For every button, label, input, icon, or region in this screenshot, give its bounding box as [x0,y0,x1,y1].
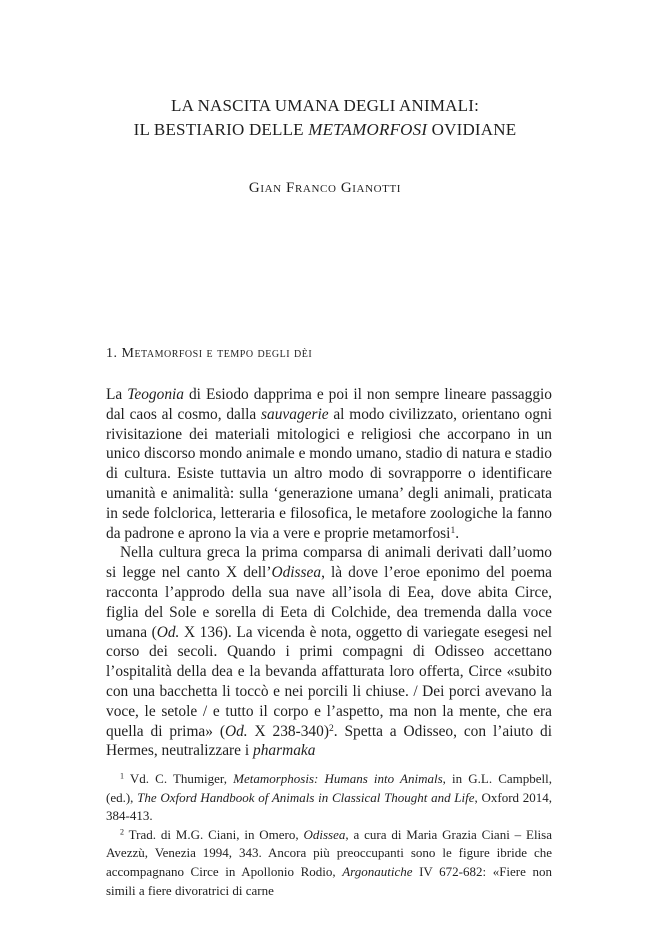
section-number: 1. [106,346,118,361]
italic-work-title: Argonautiche [342,863,413,879]
paragraph-1 [106,385,552,543]
footnote-1 [106,770,552,826]
italic-work-title: Odissea [271,564,322,582]
footnote-ref-2[interactable]: 2 [328,722,334,734]
body-text [106,385,552,761]
text-span: , Oxford 2014, 384-413. [106,789,552,824]
chapter-title-line-1: LA NASCITA UMANA DEGLI ANIMALI: [171,96,479,115]
chapter-title-line-2-end: OVIDIANE [427,120,517,139]
chapter-title [0,94,650,142]
text-span: , là dove l’eroe eponimo del poema racconta l’approdo della sua nave all’isola di Eea, dove abita Circe, figlia del Sole e sorella di Eeta di Colchide, dea tremenda dalla voce umana ( [106,564,552,641]
text-span: X 136). La vicenda è nota, oggetto di variegate esegesi nel corso dei secoli. Quando i primi compagni di Odisseo accettano l’ospitalità della dea e la bevanda affatturata loro offerta, Circe «subito con una bacchetta li toccò e nei porcili li chiuse. / Dei porci avevano la voce, le setole / e tutto il corpo e l’aspetto, ma non la mente, che era quella di prima» ( [106,623,552,740]
italic-term: pharmaka [253,742,316,760]
footnotes [106,770,552,900]
text-span: , a cura di Maria Grazia Ciani – Elisa Avezzù, Venezia 1994, 343. Ancora più preoccupanti sono le figure ibride che accompagnano Circe in Apollonio Rodio, [106,826,552,879]
text-span: Vd. C. Thumiger, [124,771,234,786]
text-span: . Spetta a Odisseo, con l’aiuto di Hermes, neutralizzare i [106,722,552,760]
italic-work-title: Teogonia [127,386,184,403]
text-span: X 238-340) [247,722,329,740]
footnote-number: 2 [120,827,125,837]
footnote-number: 1 [120,771,125,781]
italic-work-title: Odissea [303,826,346,842]
footnote-2 [106,826,552,900]
text-span: , in G.L. Campbell, (ed.), [106,771,552,805]
text-span: al modo civilizzato, orientano ogni rivisitazione dei materiali mitologici e religiosi che accorpano in un unico discorso mondo animale e mondo umano, stadio di natura e stadio di cultura. Esiste tuttavia un altro modo di sovrapporre o identificare umanità e animalità: sulla ‘generazione umana’ degli animali, praticata in sede folclorica, letteraria e filosofica, le metafore zoologiche la fanno da padrone e aprono la via a vere e proprie metamorfosi [106,405,553,542]
italic-work-title: Metamorphosis: Humans into Animals [233,771,443,786]
text-span: Nella cultura greca la prima comparsa di animali derivati dall’uomo si legge nel canto X dell’ [106,544,552,582]
section-title: Metamorfosi e tempo degli dèi [121,346,313,361]
italic-work-title: The Oxford Handbook of Animals in Classical Thought and Life [137,789,475,805]
text-span: Trad. di M.G. Ciani, in Omero, [124,826,304,842]
paragraph-2 [106,543,552,761]
chapter-title-work: METAMORFOSI [308,120,428,139]
text-span: La [106,386,128,403]
section-heading [106,346,312,362]
text-span: di Esiodo dapprima e poi il non sempre lineare passaggio dal caos al cosmo, dalla [106,386,552,423]
italic-abbrev: Od. [156,623,180,641]
italic-term: sauvagerie [261,405,329,423]
footnote-ref-1[interactable]: 1 [450,524,456,536]
text-span: IV 672-682: «Fiere non simili a fiere divoratrici di carne [106,863,552,898]
text-span: . [455,524,460,542]
chapter-title-line-2 [0,118,650,142]
italic-abbrev: Od. [224,722,248,740]
chapter-title-line-2-start: IL BESTIARIO DELLE [133,120,309,139]
author-name: Gian Franco Gianotti [248,180,402,196]
